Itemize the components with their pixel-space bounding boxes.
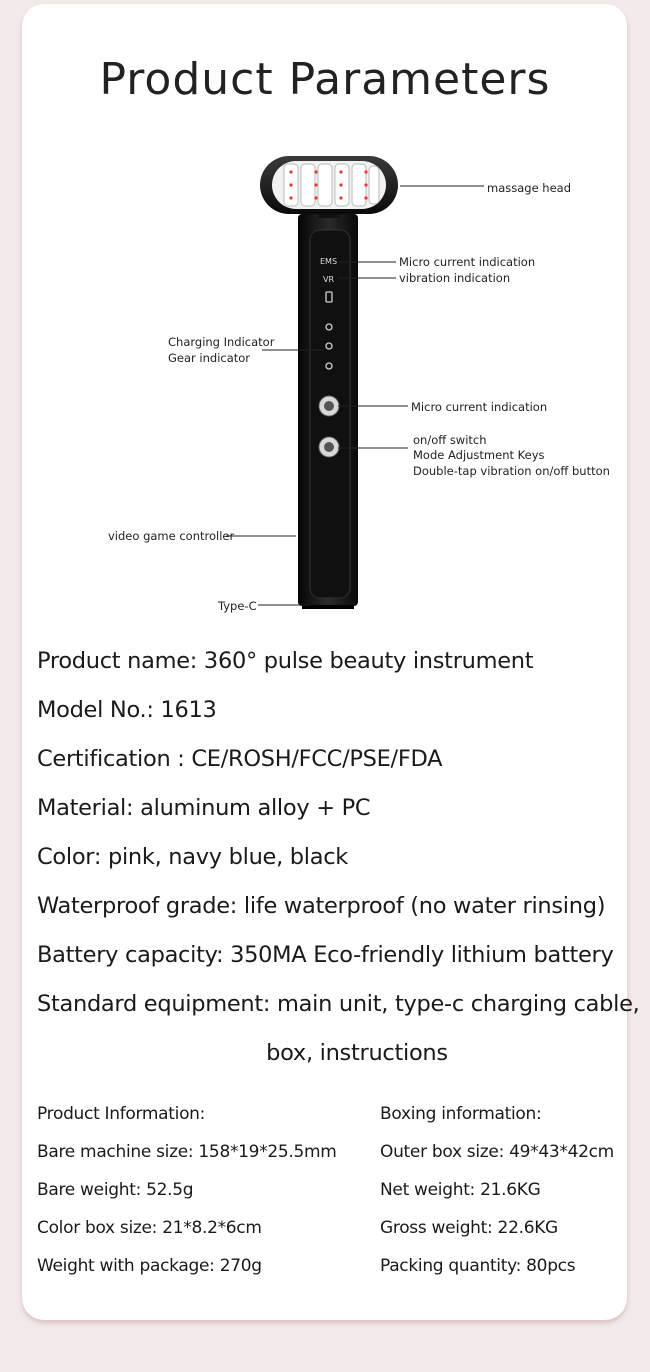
- product-info-row: Weight with package: 270g: [37, 1256, 262, 1276]
- product-info-row: Color box size: 21*8.2*6cm: [37, 1218, 262, 1238]
- device-illustration: [0, 140, 650, 620]
- callout-micro-current-button: Micro current indication: [411, 400, 548, 414]
- product-info-heading: Product Information:: [37, 1104, 206, 1124]
- spec-material: Material: aluminum alloy + PC: [37, 795, 371, 821]
- vr-label: VR: [323, 275, 335, 284]
- spec-color: Color: pink, navy blue, black: [37, 844, 349, 870]
- spec-waterproof: Waterproof grade: life waterproof (no water rinsing): [37, 893, 606, 919]
- callout-mode-keys: Mode Adjustment Keys: [413, 448, 545, 462]
- callout-controller: video game controller: [108, 529, 235, 543]
- spec-equipment: Standard equipment: main unit, type-c charging cable,: [37, 991, 640, 1017]
- boxing-info-row: Gross weight: 22.6KG: [380, 1218, 558, 1238]
- boxing-info-row: Packing quantity: 80pcs: [380, 1256, 576, 1276]
- product-info-row: Bare machine size: 158*19*25.5mm: [37, 1142, 337, 1162]
- spec-certification: Certification : CE/ROSH/FCC/PSE/FDA: [37, 746, 443, 772]
- spec-product-name: Product name: 360° pulse beauty instrument: [37, 648, 534, 674]
- callout-onoff: on/off switch: [413, 433, 487, 447]
- spec-model: Model No.: 1613: [37, 697, 217, 723]
- callout-charging-indicator: Charging Indicator: [168, 335, 275, 349]
- callout-double-tap: Double-tap vibration on/off button: [413, 464, 610, 478]
- callout-massage-head: massage head: [487, 181, 572, 195]
- boxing-info-row: Outer box size: 49*43*42cm: [380, 1142, 614, 1162]
- page-title: Product Parameters: [99, 54, 551, 105]
- spec-equipment-cont: box, instructions: [266, 1040, 448, 1066]
- callout-vibration: vibration indication: [399, 271, 511, 285]
- ems-label: EMS: [320, 257, 338, 266]
- callout-typec: Type-C: [218, 599, 257, 613]
- product-info-row: Bare weight: 52.5g: [37, 1180, 194, 1200]
- boxing-info-heading: Boxing information:: [380, 1104, 542, 1124]
- callout-micro-current-top: Micro current indication: [399, 255, 536, 269]
- boxing-info-column: [380, 1104, 614, 1294]
- callout-gear-indicator: Gear indicator: [168, 351, 251, 365]
- boxing-info-row: Net weight: 21.6KG: [380, 1180, 541, 1200]
- product-diagram: [0, 140, 650, 620]
- spec-battery: Battery capacity: 350MA Eco-friendly lithium battery: [37, 942, 614, 968]
- product-info-column: [37, 1104, 337, 1294]
